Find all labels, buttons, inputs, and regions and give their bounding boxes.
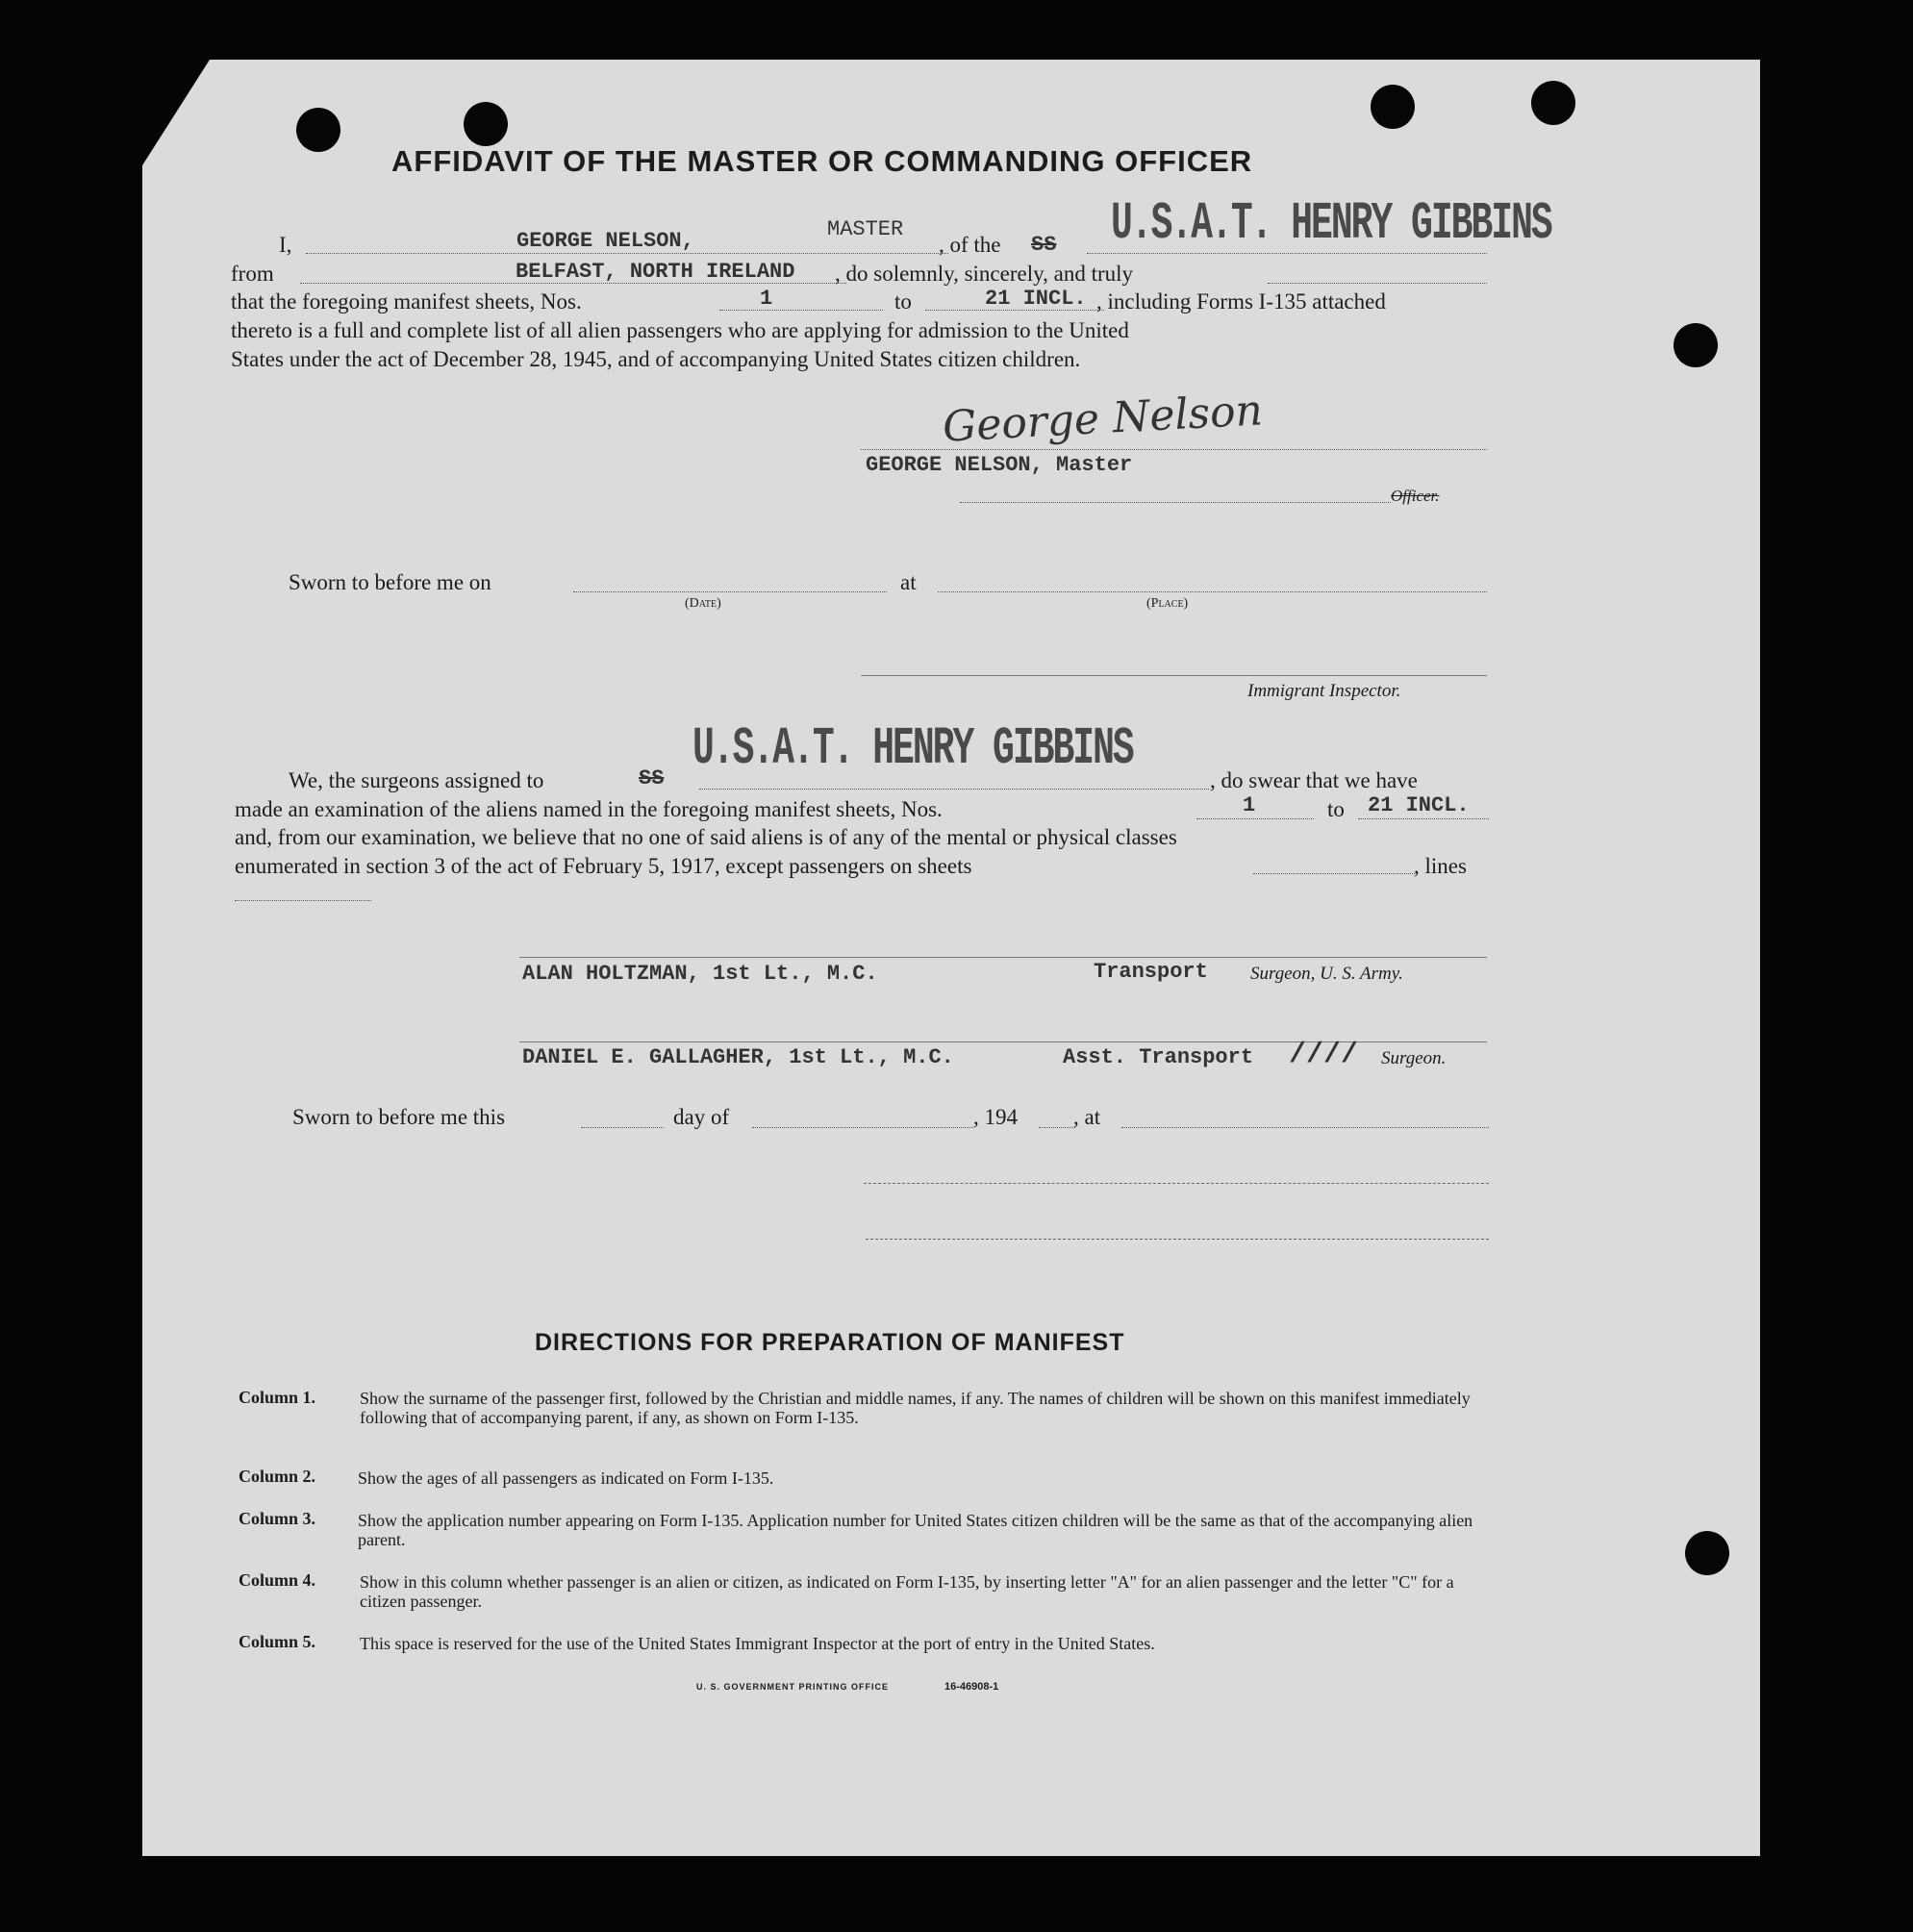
surgeon2-caption: Surgeon. — [1381, 1048, 1447, 1068]
column-2-label: Column 2. — [239, 1467, 316, 1486]
column-3-text: Show the application number appearing on Form I-135. Application number for United States citizen children will be the same as that of the accompanying alien parent. — [358, 1511, 1473, 1549]
dotted-rule — [699, 789, 1209, 790]
line1-prefix: I, — [279, 233, 292, 257]
place-field[interactable] — [1121, 1127, 1489, 1128]
printer-imprint: U. S. GOVERNMENT PRINTING OFFICE — [696, 1682, 890, 1692]
officer-title-line — [866, 1239, 1489, 1240]
surgeons-line4-suffix: , lines — [1414, 854, 1467, 878]
master-name: GEORGE NELSON, — [516, 229, 694, 253]
month-field[interactable] — [752, 1127, 973, 1128]
column-3-label: Column 3. — [239, 1509, 316, 1528]
place-field[interactable] — [938, 591, 1487, 592]
day-field[interactable] — [581, 1127, 664, 1128]
column-4-text: Show in this column whether passenger is an alien or citizen, as indicated on Form I-135, by inserting letter "A" for an alien passenger and the letter "C" for a citizen passenger. — [360, 1572, 1454, 1611]
officer-signature-line — [864, 1183, 1489, 1184]
punch-hole — [1371, 85, 1415, 129]
surgeon1-name: ALAN HOLTZMAN, 1st Lt., M.C. — [522, 962, 878, 986]
sheet-to: 21 INCL. — [985, 287, 1087, 311]
dotted-rule — [1358, 818, 1489, 819]
line5: States under the act of December 28, 1945, and of accompanying United States citizen children. — [231, 347, 1081, 371]
surgeons-line1-suffix: , do swear that we have — [1210, 768, 1418, 792]
line3-prefix: that the foregoing manifest sheets, Nos. — [231, 289, 582, 314]
surgeons-ship-stamp: U.S.A.T. HENRY GIBBINS — [692, 719, 1133, 780]
surgeons-line2-prefix: made an examination of the aliens named in the foregoing manifest sheets, Nos. — [235, 797, 943, 821]
surgeons-sheet-from: 1 — [1243, 793, 1256, 817]
sworn2-year: , 194 — [973, 1105, 1018, 1129]
date-caption: (Date) — [685, 596, 721, 611]
surgeons-line3: and, from our examination, we believe that no one of said aliens is of any of the mental or physical classes — [235, 825, 1177, 849]
surgeon2-name: DANIEL E. GALLAGHER, 1st Lt., M.C. — [522, 1045, 954, 1069]
surgeons-line1-prefix: We, the surgeons assigned to — [289, 768, 544, 792]
sworn1-prefix: Sworn to before me on — [289, 570, 491, 594]
lines-field[interactable] — [235, 900, 371, 901]
line2-suffix: , do solemnly, sincerely, and truly — [835, 262, 1134, 286]
surgeon2-struck: //// — [1289, 1039, 1359, 1071]
ship-struck-text: SS — [1031, 233, 1057, 257]
inspector-signature-line — [861, 675, 1487, 676]
column-1-label: Column 1. — [239, 1388, 316, 1407]
column-2-text: Show the ages of all passengers as indicated on Form I-135. — [358, 1468, 774, 1488]
punch-hole — [464, 102, 508, 146]
line2-prefix: from — [231, 262, 274, 286]
date-field[interactable] — [573, 591, 887, 592]
sheet-from: 1 — [760, 287, 773, 311]
form-number: 16-46908-1 — [944, 1681, 999, 1693]
punch-hole — [296, 108, 340, 152]
place-caption: (Place) — [1146, 596, 1189, 611]
surgeon1-role: Transport — [1094, 960, 1208, 984]
directions-title: DIRECTIONS FOR PREPARATION OF MANIFEST — [535, 1329, 1125, 1356]
master-signature: George Nelson — [941, 386, 1265, 452]
sworn2-day-of: day of — [673, 1105, 730, 1129]
ship-stamp: U.S.A.T. HENRY GIBBINS — [1111, 194, 1551, 255]
line3-to: to — [894, 289, 912, 314]
sworn2-at: , at — [1073, 1105, 1101, 1129]
column-5-label: Column 5. — [239, 1632, 316, 1651]
dotted-rule — [306, 253, 948, 254]
dotted-rule — [719, 310, 883, 311]
master-signature-name: GEORGE NELSON, Master — [866, 453, 1133, 477]
line4: thereto is a full and complete list of all alien passengers who are applying for admission to the United — [231, 318, 1129, 342]
surgeons-sheet-to: 21 INCL. — [1368, 793, 1470, 817]
surgeon1-caption: Surgeon, U. S. Army. — [1250, 964, 1403, 984]
surgeons-struck-ss: SS — [639, 766, 665, 790]
of-the-label: , of the — [939, 233, 1001, 257]
line3-suffix: , including Forms I-135 attached — [1096, 289, 1386, 314]
sworn2-prefix: Sworn to before me this — [292, 1105, 506, 1129]
officer-struck: Officer. — [1391, 487, 1440, 505]
surgeons-line4-prefix: enumerated in section 3 of the act of February 5, 1917, except passengers on sheets — [235, 854, 972, 878]
dotted-rule — [1268, 283, 1487, 284]
immigrant-inspector-caption: Immigrant Inspector. — [1247, 681, 1401, 701]
surgeon1-signature-line — [519, 957, 1487, 958]
dotted-rule — [1087, 253, 1487, 254]
column-4-label: Column 4. — [239, 1570, 316, 1590]
dotted-rule — [861, 449, 1487, 450]
column-1-text: Show the surname of the passenger first, followed by the Christian and middle names, if any. The names of children will be shown on this manifest immediately following that of accompanying parent, if any, as shown on Form I-135. — [360, 1389, 1471, 1427]
sworn1-at: at — [900, 570, 917, 594]
surgeon2-role: Asst. Transport — [1063, 1045, 1254, 1069]
origin-port: BELFAST, NORTH IRELAND — [516, 260, 795, 284]
punch-hole — [1685, 1531, 1729, 1575]
punch-hole — [1674, 323, 1718, 367]
surgeons-to: to — [1327, 797, 1345, 821]
punch-hole — [1531, 81, 1575, 125]
column-5-text: This space is reserved for the use of the United States Immigrant Inspector at the port of entry in the United States. — [360, 1634, 1155, 1653]
page-title: AFFIDAVIT OF THE MASTER OR COMMANDING OFFICER — [391, 144, 1253, 178]
master-rank: MASTER — [827, 217, 904, 241]
dotted-rule — [1196, 818, 1314, 819]
dotted-rule — [960, 502, 1391, 503]
sheets-field[interactable] — [1253, 873, 1415, 874]
year-field[interactable] — [1039, 1127, 1075, 1128]
